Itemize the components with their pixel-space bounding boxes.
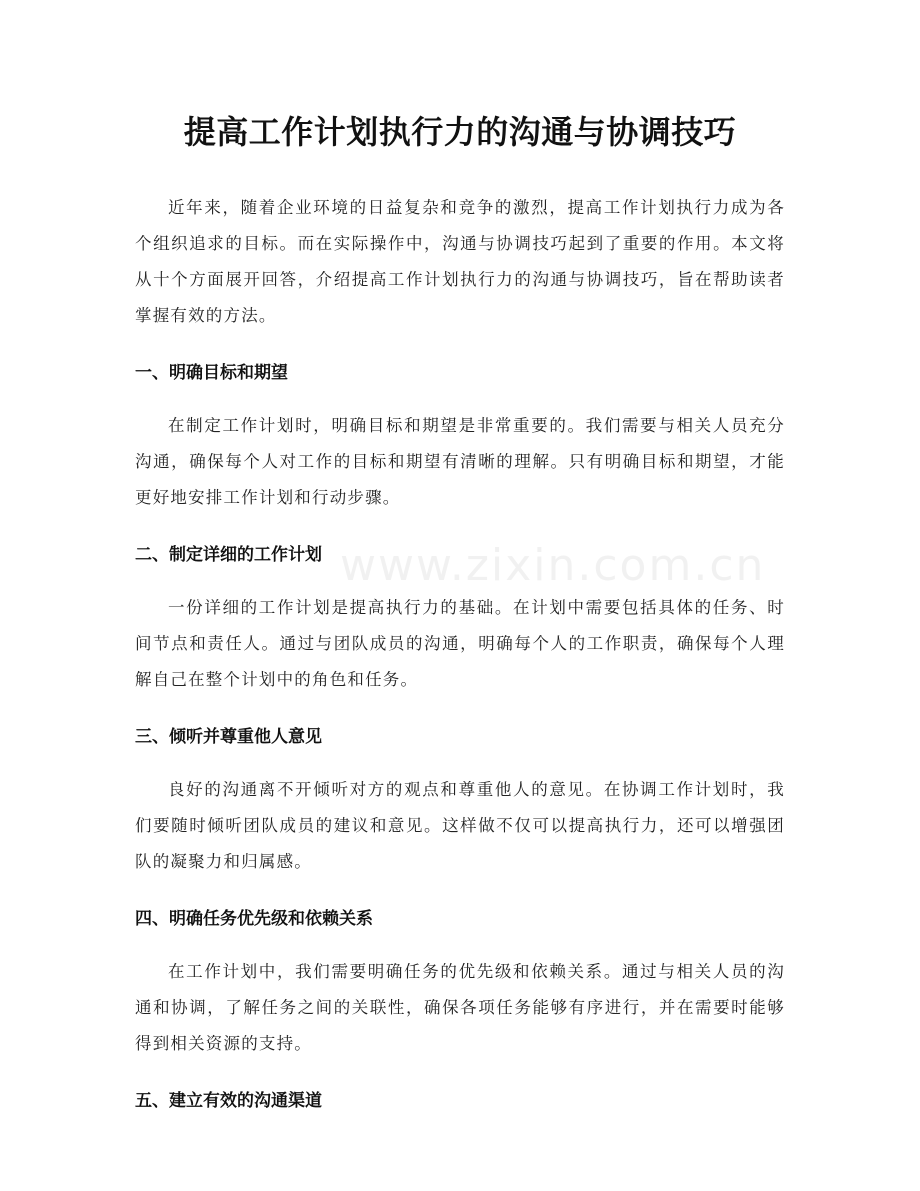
intro-section <box>135 190 785 334</box>
section-paragraph: 在制定工作计划时，明确目标和期望是非常重要的。我们需要与相关人员充分沟通，确保每个人对工作的目标和期望有清晰的理解。只有明确目标和期望，才能更好地安排工作计划和行动步骤。 <box>135 416 785 507</box>
section-paragraph: 良好的沟通离不开倾听对方的观点和尊重他人的意见。在协调工作计划时，我们要随时倾听团队成员的建议和意见。这样做不仅可以提高执行力，还可以增强团队的凝聚力和归属感。 <box>135 780 785 871</box>
intro-paragraph: 近年来，随着企业环境的日益复杂和竞争的激烈，提高工作计划执行力成为各个组织追求的目标。而在实际操作中，沟通与协调技巧起到了重要的作用。本文将从十个方面展开回答，介绍提高工作计划执行力的沟通与协调技巧，旨在帮助读者掌握有效的方法。 <box>135 198 785 325</box>
section-4 <box>135 900 785 1062</box>
section-heading: 五、建立有效的沟通渠道 <box>135 1091 322 1111</box>
section-heading: 一、明确目标和期望 <box>135 363 288 383</box>
section-heading: 四、明确任务优先级和依赖关系 <box>135 909 373 929</box>
section-paragraph: 在工作计划中，我们需要明确任务的优先级和依赖关系。通过与相关人员的沟通和协调，了解任务之间的关联性，确保各项任务能够有序进行，并在需要时能够得到相关资源的支持。 <box>135 962 785 1053</box>
section-2 <box>135 536 785 698</box>
section-heading: 三、倾听并尊重他人意见 <box>135 727 322 747</box>
page-title: 提高工作计划执行力的沟通与协调技巧 <box>183 113 737 151</box>
section-5 <box>135 1082 785 1120</box>
section-3 <box>135 718 785 880</box>
watermark: www.zixin.com.cn <box>340 540 766 591</box>
section-heading: 二、制定详细的工作计划 <box>135 545 322 565</box>
section-paragraph: 一份详细的工作计划是提高执行力的基础。在计划中需要包括具体的任务、时间节点和责任人。通过与团队成员的沟通，明确每个人的工作职责，确保每个人理解自己在整个计划中的角色和任务。 <box>135 598 785 689</box>
section-1 <box>135 354 785 516</box>
